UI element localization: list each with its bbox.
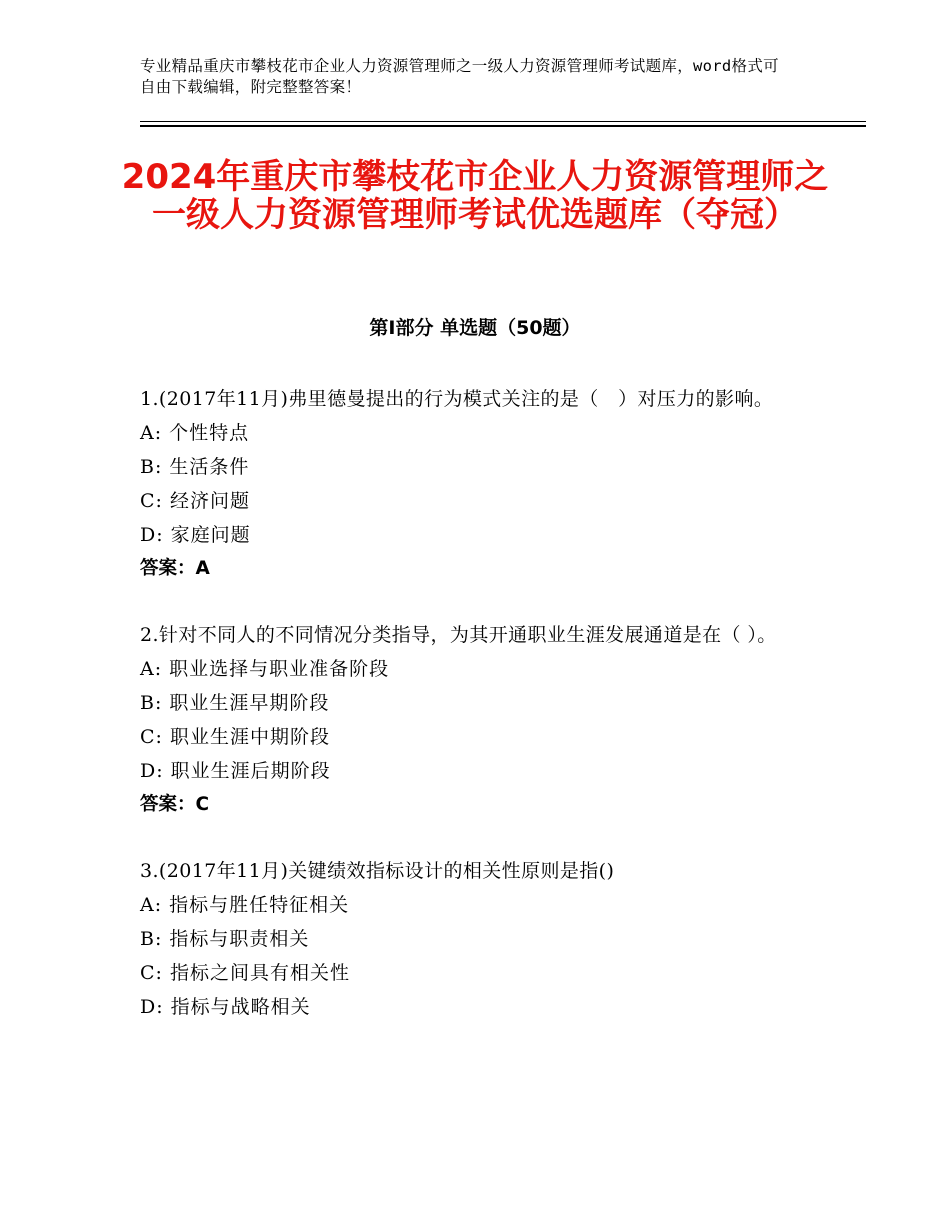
header-divider-thick [140, 125, 866, 127]
header-note: 专业精品重庆市攀枝花市企业人力资源管理师之一级人力资源管理师考试题库，word格式可自由下载编辑，附完整整答案！ [140, 57, 779, 96]
section-title: 第Ⅰ部分 单选题（50题） [369, 317, 581, 339]
answer-value: A [195, 558, 210, 579]
option-b: B: 职业生涯早期阶段 [140, 692, 330, 714]
option-a: A: 职业选择与职业准备阶段 [140, 658, 390, 680]
option-c: C: 经济问题 [140, 490, 250, 512]
question-stem: 3.(2017年11月)关键绩效指标设计的相关性原则是指() [140, 860, 615, 882]
option-a: A: 个性特点 [140, 422, 250, 444]
header-divider-thin [140, 121, 866, 122]
answer-line [140, 552, 820, 586]
option-b: B: 生活条件 [140, 456, 250, 478]
answer-label: 答案： [140, 558, 196, 579]
document-title: 2024年重庆市攀枝花市企业人力资源管理师之一级人力资源管理师考试优选题库（夺冠） [121, 157, 829, 235]
answer-line [140, 788, 820, 822]
option-a: A: 指标与胜任特征相关 [140, 894, 350, 916]
option-d: D: 职业生涯后期阶段 [140, 760, 331, 782]
option-b: B: 指标与职责相关 [140, 928, 310, 950]
question-list [140, 382, 820, 1056]
question-stem: 1.(2017年11月)弗里德曼提出的行为模式关注的是（ ）对压力的影响。 [140, 388, 774, 410]
question-1 [140, 382, 820, 586]
answer-label: 答案： [140, 794, 196, 815]
option-c: C: 指标之间具有相关性 [140, 962, 350, 984]
answer-value: C [195, 794, 210, 815]
option-d: D: 家庭问题 [140, 524, 251, 546]
question-stem: 2.针对不同人的不同情况分类指导，为其开通职业生涯发展通道是在（ ）。 [140, 624, 777, 646]
question-3 [140, 854, 820, 1024]
option-d: D: 指标与战略相关 [140, 996, 311, 1018]
option-c: C: 职业生涯中期阶段 [140, 726, 330, 748]
question-2 [140, 618, 820, 822]
